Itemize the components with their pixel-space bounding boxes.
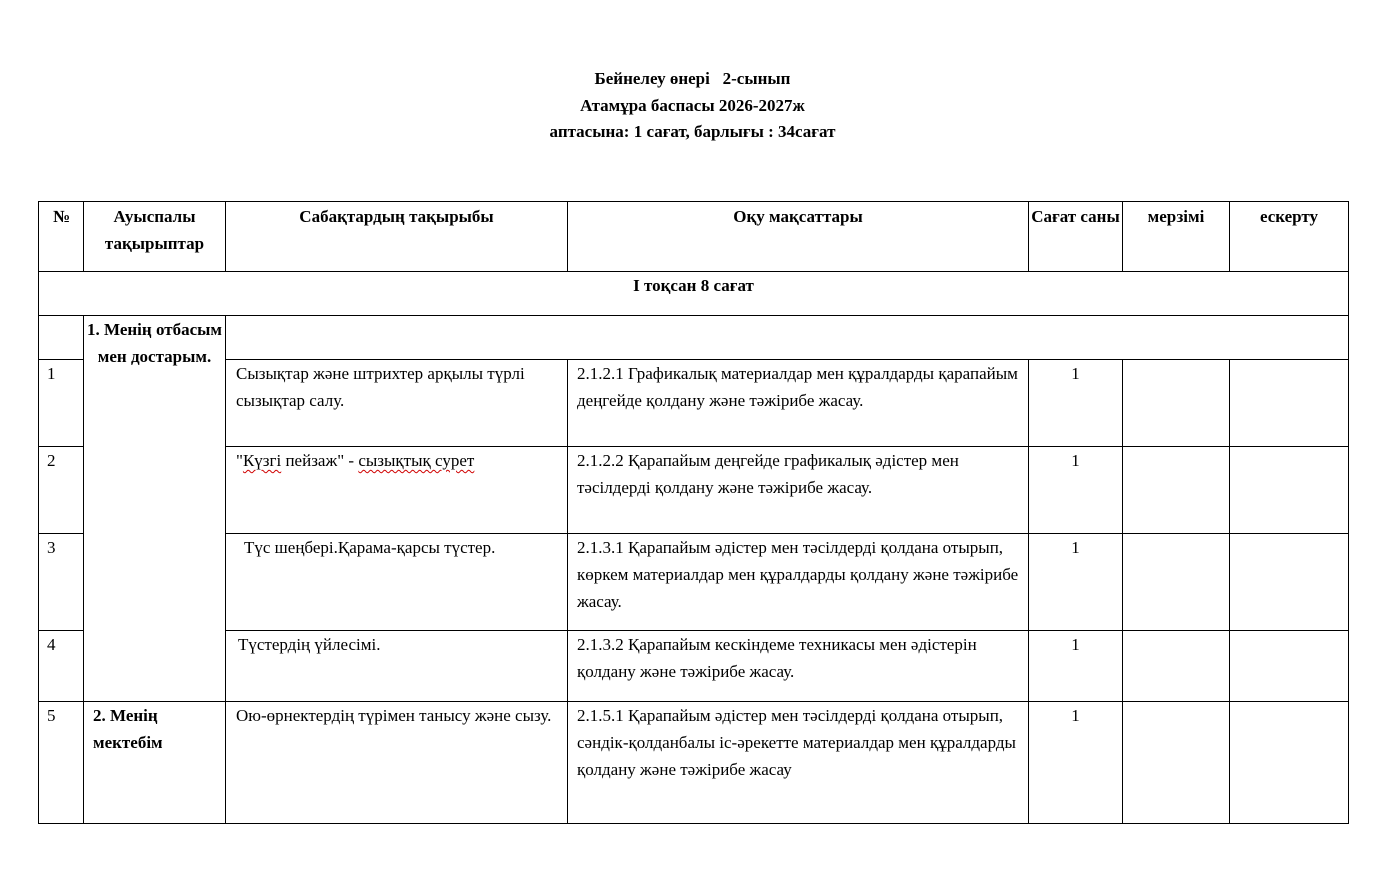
document-header xyxy=(0,66,1375,146)
table-row xyxy=(39,702,1349,824)
topic-row xyxy=(39,316,1349,360)
spellcheck-phrase: сызықтық сурет xyxy=(358,451,475,470)
learning-goal: 2.1.5.1 Қарапайым әдістер мен тәсілдерді қолдана отырып, сәндік-қолданбалы іс-әрекетте материалдар мен құралдарды қолдану және тәжірибе жасау xyxy=(568,702,1029,824)
table-row xyxy=(39,534,1349,631)
table-row xyxy=(39,447,1349,534)
topic-my-school: 2. Менің мектебім xyxy=(84,702,226,824)
hours-count: 1 xyxy=(1029,702,1123,824)
note-cell xyxy=(1230,702,1349,824)
topic-my-family: 1. Менің отбасым мен достарым. xyxy=(84,316,226,702)
column-header-date: мерзімі xyxy=(1123,202,1230,272)
hours-summary: аптасына: 1 сағат, барлығы : 34сағат xyxy=(549,122,836,141)
publisher-year: Атамұра баспасы 2026-2027ж xyxy=(580,95,805,115)
row-number: 4 xyxy=(39,631,84,702)
table-row xyxy=(39,631,1349,702)
column-header-num: № xyxy=(39,202,84,272)
hours-count: 1 xyxy=(1029,360,1123,447)
hours-count: 1 xyxy=(1029,631,1123,702)
note-cell xyxy=(1230,631,1349,702)
row-number: 2 xyxy=(39,447,84,534)
note-cell xyxy=(1230,447,1349,534)
learning-goal: 2.1.3.1 Қарапайым әдістер мен тәсілдерді қолдана отырып, көркем материалдар мен құралдарды қолдану және тәжірибе жасау. xyxy=(568,534,1029,631)
hours-count: 1 xyxy=(1029,534,1123,631)
lesson-title xyxy=(226,447,568,534)
table-header-row xyxy=(39,202,1349,272)
note-cell xyxy=(1230,360,1349,447)
column-header-lesson: Сабақтардың тақырыбы xyxy=(226,202,568,272)
lesson-plan-table xyxy=(38,201,1349,824)
row-number: 5 xyxy=(39,702,84,824)
date-cell xyxy=(1123,360,1230,447)
lesson-title: Түс шеңбері.Қарама-қарсы түстер. xyxy=(226,534,568,631)
note-cell xyxy=(1230,534,1349,631)
lesson-text: пейзаж" - xyxy=(281,451,359,470)
learning-goal: 2.1.2.2 Қарапайым деңгейде графикалық әдістер мен тәсілдерді қолдану және тәжірибе жасау. xyxy=(568,447,1029,534)
empty-cell xyxy=(39,316,84,360)
lesson-title: Ою-өрнектердің түрімен танысу және сызу. xyxy=(226,702,568,824)
date-cell xyxy=(1123,534,1230,631)
column-header-note: ескерту xyxy=(1230,202,1349,272)
date-cell xyxy=(1123,702,1230,824)
row-number: 3 xyxy=(39,534,84,631)
row-number: 1 xyxy=(39,360,84,447)
empty-cell xyxy=(226,316,1349,360)
date-cell xyxy=(1123,631,1230,702)
lesson-quote: " xyxy=(236,451,243,470)
spellcheck-word: Күзгі xyxy=(242,451,282,470)
table-row xyxy=(39,360,1349,447)
column-header-goals: Оқу мақсаттары xyxy=(568,202,1029,272)
date-cell xyxy=(1123,447,1230,534)
subject-title: Бейнелеу өнері 2-сынып xyxy=(594,69,791,88)
lesson-title: Түстердің үйлесімі. xyxy=(226,631,568,702)
learning-goal: 2.1.3.2 Қарапайым кескіндеме техникасы мен әдістерін қолдану және тәжірибе жасау. xyxy=(568,631,1029,702)
column-header-hours: Сағат саны xyxy=(1029,202,1123,272)
quarter-label: І тоқсан 8 сағат xyxy=(39,272,1349,316)
hours-count: 1 xyxy=(1029,447,1123,534)
quarter-row xyxy=(39,272,1349,316)
column-header-topic: Ауыспалы тақырыптар xyxy=(84,202,226,272)
learning-goal: 2.1.2.1 Графикалық материалдар мен құралдарды қарапайым деңгейде қолдану және тәжірибе жасау. xyxy=(568,360,1029,447)
lesson-title: Сызықтар және штрихтер арқылы түрлі сызықтар салу. xyxy=(226,360,568,447)
